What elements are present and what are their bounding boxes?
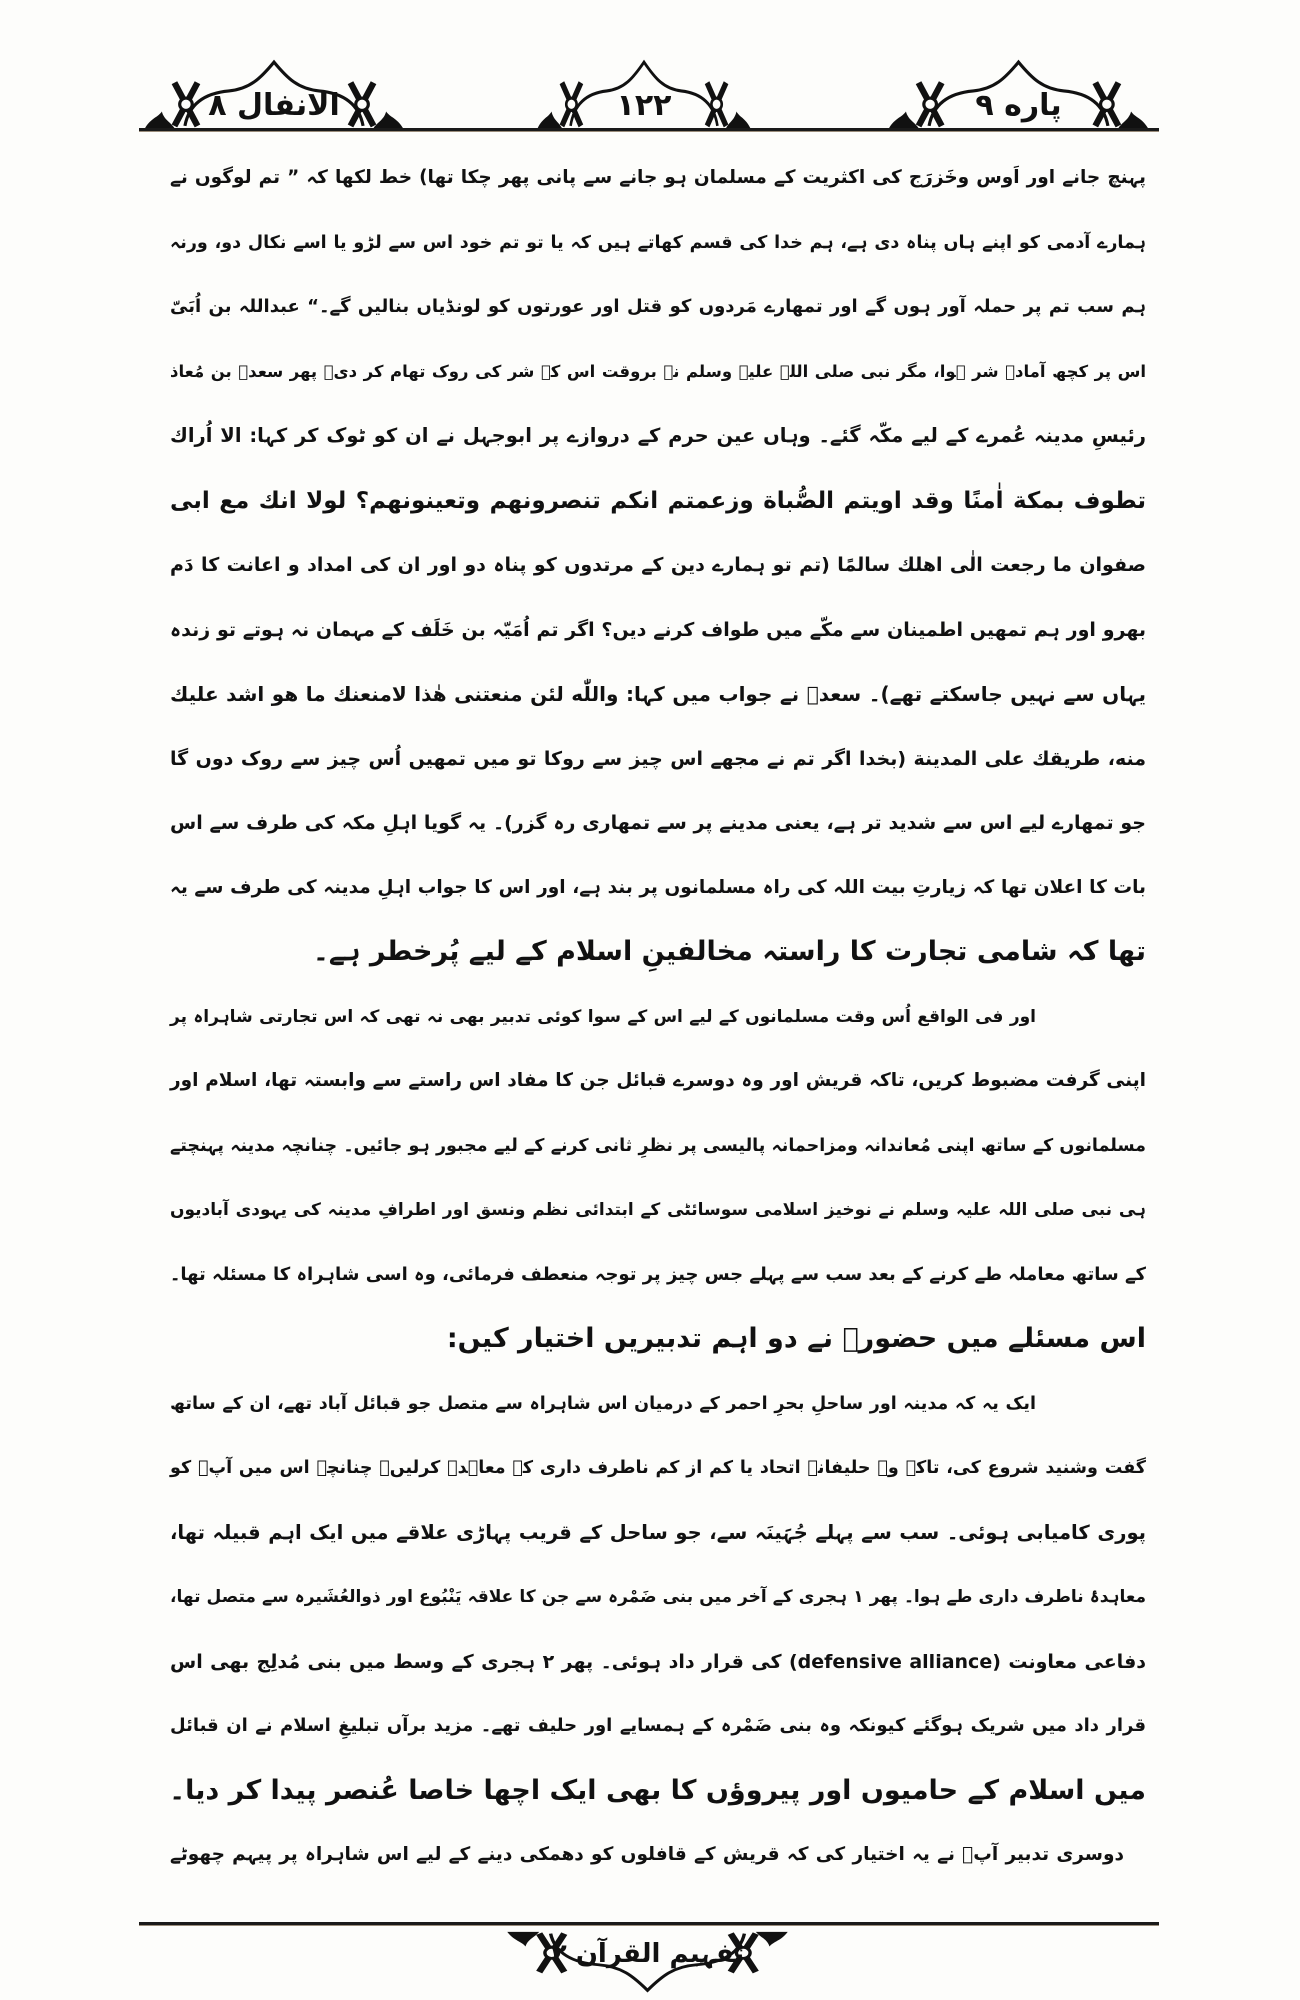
text-line: اس پر کچھ آمادۂ شر ہوا، مگر نبی صلی اللہ علیہ وسلم نے بروقت اس کے شر کی روک تھام کر دی۔ پھر سعدؓ بن مُعاذ <box>170 361 1146 381</box>
paragraph-start-line: اور فی الواقع اُس وقت مسلمانوں کے لیے اس کے سوا کوئی تدبیر بھی نہ تھی کہ اس تجارتی شاہراہ پر <box>170 1006 1036 1027</box>
text-line: معاہدۂ ناطرف داری طے ہوا۔ پھر ۱ ہجری کے آخر میں بنی ضَمْرہ سے جن کا علاقہ یَنْبُوع اور ذوالعُشَیرہ سے متصل تھا، <box>170 1587 1146 1607</box>
text-line: گفت وشنید شروع کی، تاکہ وہ حلیفانہ اتحاد یا کم از کم ناطرف داری کے معاہدے کرلیں۔ چنانچہ اس میں آپؐ کو <box>170 1458 1146 1478</box>
header-para-ornament <box>887 58 1150 130</box>
text-line: منه، طريقك على المدينة (بخدا اگر تم نے مجھے اس چیز سے روکا تو میں تمھیں اُس چیز سے روک دوں گا <box>170 747 1146 770</box>
text-line: بھرو اور ہم تمھیں اطمینان سے مکّے میں طواف کرنے دیں؟ اگر تم اُمَیّہ بن خَلَف کے مہمان نہ ہوتے تو زندہ <box>170 618 1146 641</box>
book-title: تفہیم القرآن ۲ <box>550 1939 745 1969</box>
text-line: دفاعی معاونت (defensive alliance) کی قرار داد ہوئی۔ پھر ۲ ہجری کے وسط میں بنی مُدلِج بھی اس <box>170 1650 1147 1673</box>
text-line: ہمارے آدمی کو اپنے ہاں پناہ دی ہے، ہم خدا کی قسم کھاتے ہیں کہ یا تو تم خود اس سے لڑو یا اسے نکال دو، ورنہ <box>170 232 1146 253</box>
text-line: اس مسئلے میں حضورؐ نے دو اہم تدبیریں اختیار کیں: <box>446 1323 1146 1354</box>
text-line: تھا کہ شامی تجارت کا راستہ مخالفینِ اسلام کے لیے پُرخطر ہے۔ <box>313 936 1146 967</box>
text-line: رئیسِ مدینہ عُمرے کے لیے مکّہ گئے۔ وہاں عین حرم کے دروازے پر ابوجہل نے ان کو ٹوک کر کہا: الا اُراك <box>170 424 1146 447</box>
footer-rule <box>139 1922 1159 1926</box>
text-line: پہنچ جانے اور اَوس وخَزرَج کی اکثریت کے مسلمان ہو جانے سے پانی پھر چکا تھا) خط لکھا کہ ” تم لوگوں نے <box>170 167 1146 188</box>
text-line: بات کا اعلان تھا کہ زیارتِ بیت اللہ کی راہ مسلمانوں پر بند ہے، اور اس کا جواب اہلِ مدینہ کی طرف سے یہ <box>170 876 1146 898</box>
footer-book-ornament <box>505 1930 790 1994</box>
text-line: میں اسلام کے حامیوں اور پیروؤں کا بھی ایک اچھا خاصا عُنصر پیدا کر دیا۔ <box>169 1774 1146 1806</box>
page-number: ۱۲۲ <box>616 88 672 123</box>
para-label: پاره ۹ <box>975 88 1062 123</box>
text-line: جو تمھارے لیے اس سے شدید تر ہے، یعنی مدینے پر سے تمھاری رہ گزر)۔ یہ گویا اہلِ مکہ کی طرف سے اس <box>170 812 1146 834</box>
paragraph-start-line: ایک یہ کہ مدینہ اور ساحلِ بحرِ احمر کے درمیان اس شاہراہ سے متصل جو قبائل آباد تھے، ان کے ساتھ <box>170 1393 1036 1414</box>
text-line: پوری کامیابی ہوئی۔ سب سے پہلے جُہَینَہ سے، جو ساحل کے قریب پہاڑی علاقے میں ایک اہم قبیلہ تھا، <box>170 1520 1146 1544</box>
text-line: اپنی گرفت مضبوط کریں، تاکہ قریش اور وہ دوسرے قبائل جن کا مفاد اس راستے سے وابستہ تھا، اسلام اور <box>170 1070 1146 1091</box>
text-line: تطوف بمكة اٰمنًا وقد اويتم الصُّباة وزعمتم انكم تنصرونهم وتعينونهم؟ لولا انك مع ابى <box>170 487 1146 514</box>
text-line: صفوان ما رجعت الٰى اهلك سالمًا (تم تو ہمارے دین کے مرتدوں کو پناہ دو اور ان کی امداد و اعانت کا دَم <box>170 554 1146 576</box>
text-line: کے ساتھ معاملہ طے کرنے کے بعد سب سے پہلے جس چیز پر توجہ منعطف فرمائی، وہ اسی شاہراہ کا مسئلہ تھا۔ <box>169 1263 1146 1285</box>
paragraph-start-line: دوسری تدبیر آپؐ نے یہ اختیار کی کہ قریش کے قافلوں کو دھمکی دینے کے لیے اس شاہراہ پر پیہم چھوٹے <box>170 1844 1124 1865</box>
header-rule <box>139 128 1159 132</box>
surah-label: الانفال ۸ <box>208 88 340 123</box>
page-body <box>170 146 1146 1888</box>
text-line: ہی نبی صلی اللہ علیہ وسلم نے نوخیز اسلامی سوسائٹی کے ابتدائی نظم ونسق اور اطرافِ مدینہ کی یہودی آبادیوں <box>170 1200 1146 1220</box>
header-surah-ornament <box>143 58 405 130</box>
text-line: مسلمانوں کے ساتھ اپنی مُعاندانہ ومزاحمانہ پالیسی پر نظرِ ثانی کرنے کے لیے مجبور ہو جائیں۔ چنانچہ مدینہ پہنچتے <box>170 1135 1146 1156</box>
text-line: قرار داد میں شریک ہوگئے کیونکہ وہ بنی ضَمْرہ کے ہمسایے اور حلیف تھے۔ مزید برآں تبلیغِ اسلام نے ان قبائل <box>170 1715 1146 1736</box>
header-page-ornament <box>536 58 752 130</box>
text-line: یہاں سے نہیں جاسکتے تھے)۔ سعدؓ نے جواب میں کہا: واللّٰه لئن منعتنى هٰذا لامنعنك ما هو اشد عليك <box>170 682 1146 706</box>
text-line: ہم سب تم پر حملہ آور ہوں گے اور تمھارے مَردوں کو قتل اور عورتوں کو لونڈیاں بنالیں گے۔“ عبداللہ بن اُبَیّ <box>170 296 1146 317</box>
